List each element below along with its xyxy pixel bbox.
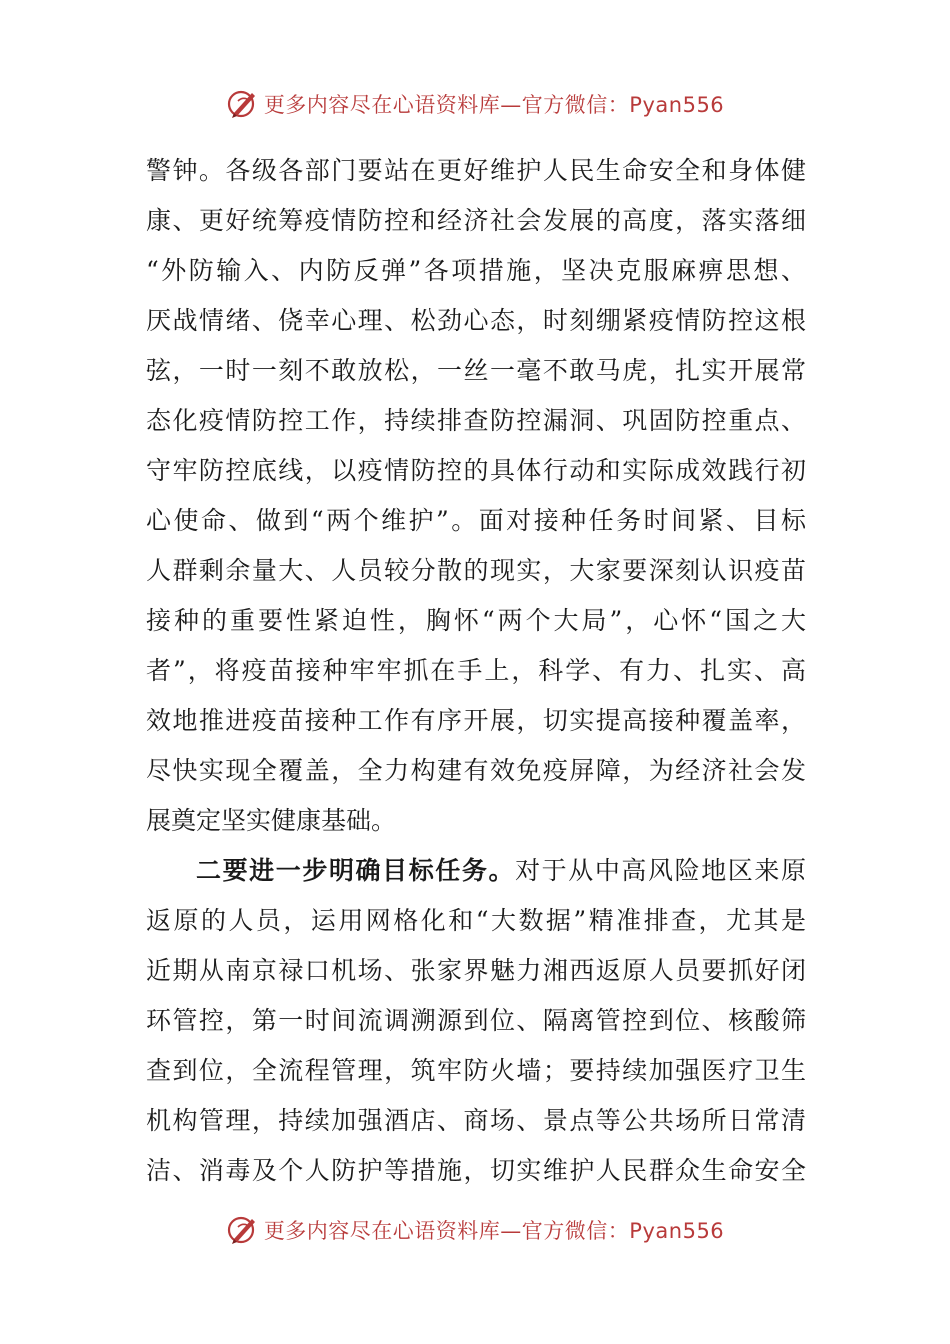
body-line-3: “外防输入、内防反弹”各项措施，坚决克服麻痹思想、	[146, 256, 806, 285]
paragraph-2-line-3: 近期从南京禄口机场、张家界魅力湘西返原人员要抓好闭	[146, 956, 806, 985]
paragraph-2-line-6: 机构管理，持续加强酒店、商场、景点等公共场所日常清	[146, 1106, 806, 1135]
body-line-2: 康、更好统筹疫情防控和经济社会发展的高度，落实落细	[146, 206, 806, 235]
header-watermark	[0, 84, 950, 124]
body-line-13: 尽快实现全覆盖，全力构建有效免疫屏障，为经济社会发	[146, 756, 806, 785]
body-line-9: 人群剩余量大、人员较分散的现实，大家要深刻认识疫苗	[146, 556, 806, 585]
body-line-4: 厌战情绪、侥幸心理、松劲心态，时刻绷紧疫情防控这根	[146, 306, 806, 335]
body-line-1: 警钟。各级各部门要站在更好维护人民生命安全和身体健	[146, 156, 806, 185]
body-line-14: 展奠定坚实健康基础。	[146, 806, 397, 835]
paragraph-2-first-rest: 对于从中高风险地区来原	[515, 856, 806, 885]
body-line-10: 接种的重要性紧迫性，胸怀“两个大局”，心怀“国之大	[146, 606, 806, 635]
document-body	[146, 146, 806, 1196]
body-line-11: 者”，将疫苗接种牢牢抓在手上，科学、有力、扎实、高	[146, 656, 806, 685]
paragraph-2-line-5: 查到位，全流程管理，筑牢防火墙；要持续加强医疗卫生	[146, 1056, 806, 1085]
body-line-7: 守牢防控底线，以疫情防控的具体行动和实际成效践行初	[146, 456, 806, 485]
paragraph-2-first-line	[146, 846, 806, 896]
body-line-6: 态化疫情防控工作，持续排查防控漏洞、巩固防控重点、	[146, 406, 806, 435]
footer-watermark-text: 更多内容尽在心语资料库—官方微信：Pyan556	[263, 1219, 725, 1243]
header-watermark-text: 更多内容尽在心语资料库—官方微信：Pyan556	[263, 93, 725, 117]
body-line-5: 弦，一时一刻不敢放松，一丝一毫不敢马虎，扎实开展常	[146, 356, 806, 385]
paragraph-2-line-7: 洁、消毒及个人防护等措施，切实维护人民群众生命安全	[146, 1156, 806, 1185]
footer-watermark	[0, 1210, 950, 1250]
paragraph-2-line-4: 环管控，第一时间流调溯源到位、隔离管控到位、核酸筛	[146, 1006, 806, 1035]
body-line-8: 心使命、做到“两个维护”。面对接种任务时间紧、目标	[146, 506, 806, 535]
paragraph-2-line-2: 返原的人员，运用网格化和“大数据”精准排查，尤其是	[146, 906, 806, 935]
pen-quill-logo-icon	[226, 87, 260, 121]
pen-quill-logo-icon	[226, 1213, 260, 1247]
body-line-12: 效地推进疫苗接种工作有序开展，切实提高接种覆盖率，	[146, 706, 806, 735]
paragraph-2-heading: 二要进一步明确目标任务。	[196, 856, 516, 885]
